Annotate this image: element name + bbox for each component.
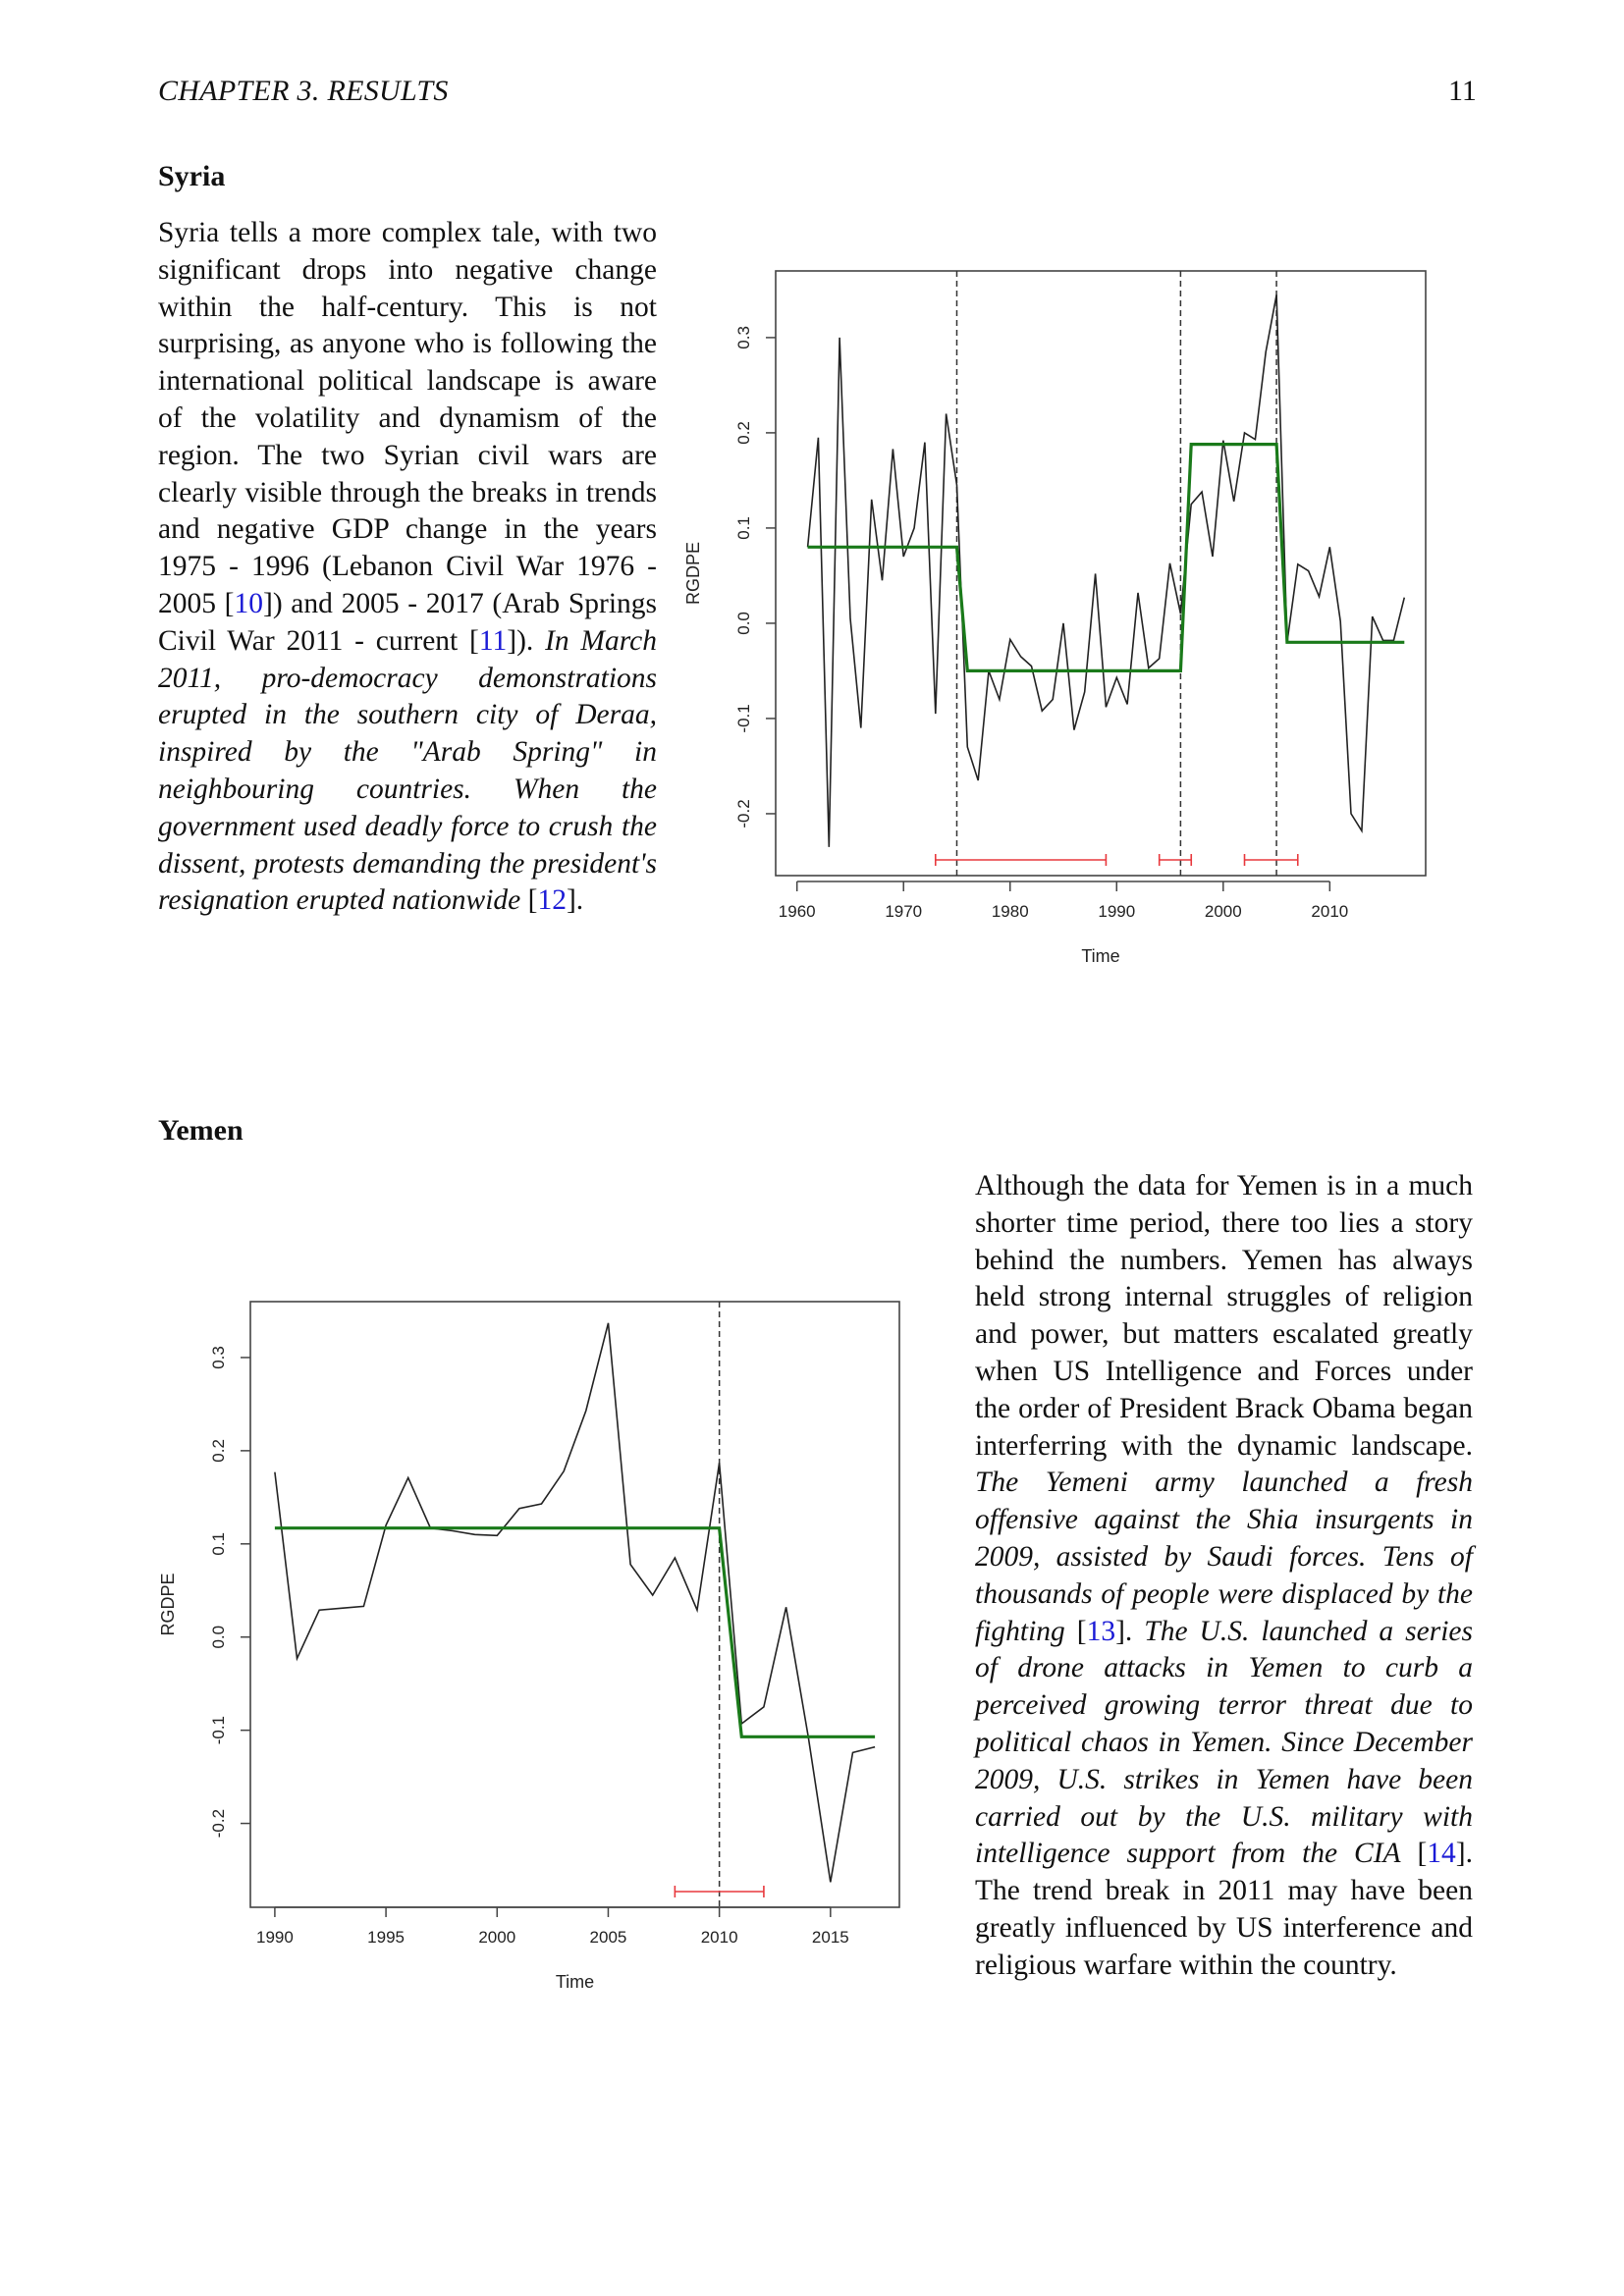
y-tick-label: 0.3 <box>734 326 753 349</box>
page-number: 11 <box>1448 75 1477 107</box>
breakpoint-confidence-interval <box>1160 854 1192 866</box>
x-tick-label: 1970 <box>885 902 923 921</box>
y-tick-label: 0.1 <box>734 516 753 540</box>
citation-link[interactable]: 10 <box>234 587 263 619</box>
x-tick-label: 2015 <box>811 1928 849 1947</box>
citation-link[interactable]: 13 <box>1086 1615 1116 1647</box>
y-tick-label: 0.3 <box>209 1346 228 1369</box>
body-text: ]) and 2005 - 2017 (Arab Springs Civil War 2011 - current [ <box>158 587 657 657</box>
italic-quote-text: In March 2011, pro-democracy demonstrations erupted in the southern city of Deraa, inspired by the "Arab Spring" in neighbouring countries. When the government used deadly force to crush the dissent, protests demanding the president's resignation erupted nationwide <box>158 624 657 917</box>
rgdpe-series-line <box>808 294 1405 847</box>
body-text: Although the data for Yemen is in a much shorter time period, there too lies a story behind the numbers. Yemen has always held strong internal struggles of religion and power, but matters escalated greatly when US Intelligence and Forces under the order of President Brack Obama began interferring with the dynamic landscape. <box>975 1170 1473 1462</box>
body-text: [ <box>520 884 538 917</box>
y-tick-label: 0.0 <box>734 612 753 635</box>
x-tick-label: 2005 <box>589 1928 627 1947</box>
x-tick-label: 2000 <box>1204 902 1242 921</box>
plot-frame <box>776 271 1426 876</box>
citation-link[interactable]: 14 <box>1427 1838 1456 1870</box>
x-tick-label: 2010 <box>1311 902 1349 921</box>
plot-frame <box>250 1302 899 1907</box>
yemen-breakpoint-chart <box>147 1276 933 2022</box>
y-tick-label: 0.0 <box>209 1625 228 1649</box>
syria-paragraph <box>158 215 657 920</box>
body-text: ]. <box>1115 1615 1145 1647</box>
body-text: ]). <box>507 624 546 657</box>
x-tick-label: 1995 <box>367 1928 405 1947</box>
section-title-yemen: Yemen <box>158 1114 244 1147</box>
breakpoint-confidence-interval <box>1245 854 1298 866</box>
section-title-syria: Syria <box>158 160 226 192</box>
y-tick-label: 0.2 <box>734 421 753 445</box>
y-tick-label: -0.2 <box>734 799 753 828</box>
y-tick-label: -0.1 <box>734 704 753 733</box>
body-text: [ <box>1400 1838 1428 1870</box>
body-text: ]. The trend break in 2011 may have been greatly influenced by US interference and religious warfare within the country. <box>975 1838 1473 1981</box>
body-text: [ <box>1064 1615 1087 1647</box>
italic-quote-text: The U.S. launched a series of drone attacks in Yemen to curb a perceived growing terror threat due to political chaos in Yemen. Since December 2009, U.S. strikes in Yemen have been carried out by the U.S. military with intelligence support from the CIA <box>975 1615 1473 1870</box>
y-axis-label: RGDPE <box>683 541 703 606</box>
y-tick-label: 0.2 <box>209 1439 228 1463</box>
y-tick-label: 0.1 <box>209 1531 228 1556</box>
x-tick-label: 2000 <box>478 1928 516 1947</box>
syria-breakpoint-chart <box>668 245 1453 991</box>
yemen-paragraph <box>975 1168 1473 1985</box>
x-tick-label: 1990 <box>255 1928 294 1947</box>
fitted-trend-line <box>275 1528 875 1737</box>
fitted-trend-line <box>808 445 1405 671</box>
y-tick-label: -0.1 <box>209 1715 228 1745</box>
x-axis-label: Time <box>1081 946 1120 966</box>
citation-link[interactable]: 12 <box>537 884 567 917</box>
running-header-title: CHAPTER 3. RESULTS <box>158 75 449 107</box>
x-tick-label: 1960 <box>778 902 816 921</box>
italic-quote-text: The Yemeni army launched a fresh offensive against the Shia insurgents in 2009, assisted by Saudi forces. Tens of thousands of people were displaced by the fighting <box>975 1467 1473 1647</box>
y-tick-label: -0.2 <box>209 1808 228 1839</box>
x-axis-label: Time <box>555 1972 595 1992</box>
rgdpe-series-line <box>275 1323 875 1883</box>
x-tick-label: 1980 <box>991 902 1029 921</box>
x-tick-label: 2010 <box>700 1928 738 1947</box>
x-tick-label: 1990 <box>1098 902 1136 921</box>
y-axis-label: RGDPE <box>158 1573 178 1636</box>
body-text: ]. <box>566 884 584 917</box>
breakpoint-confidence-interval <box>936 854 1107 866</box>
body-text: Syria tells a more complex tale, with two significant drops into negative change within the half-century. This is not surprising, as anyone who is following the international political landscape is aware of the volatility and dynamism of the region. The two Syrian civil wars are clearly visible through the breaks in trends and negative GDP change in the years 1975 - 1996 (Lebanon Civil War 1976 - 2005 [ <box>158 217 657 619</box>
citation-link[interactable]: 11 <box>478 624 508 657</box>
